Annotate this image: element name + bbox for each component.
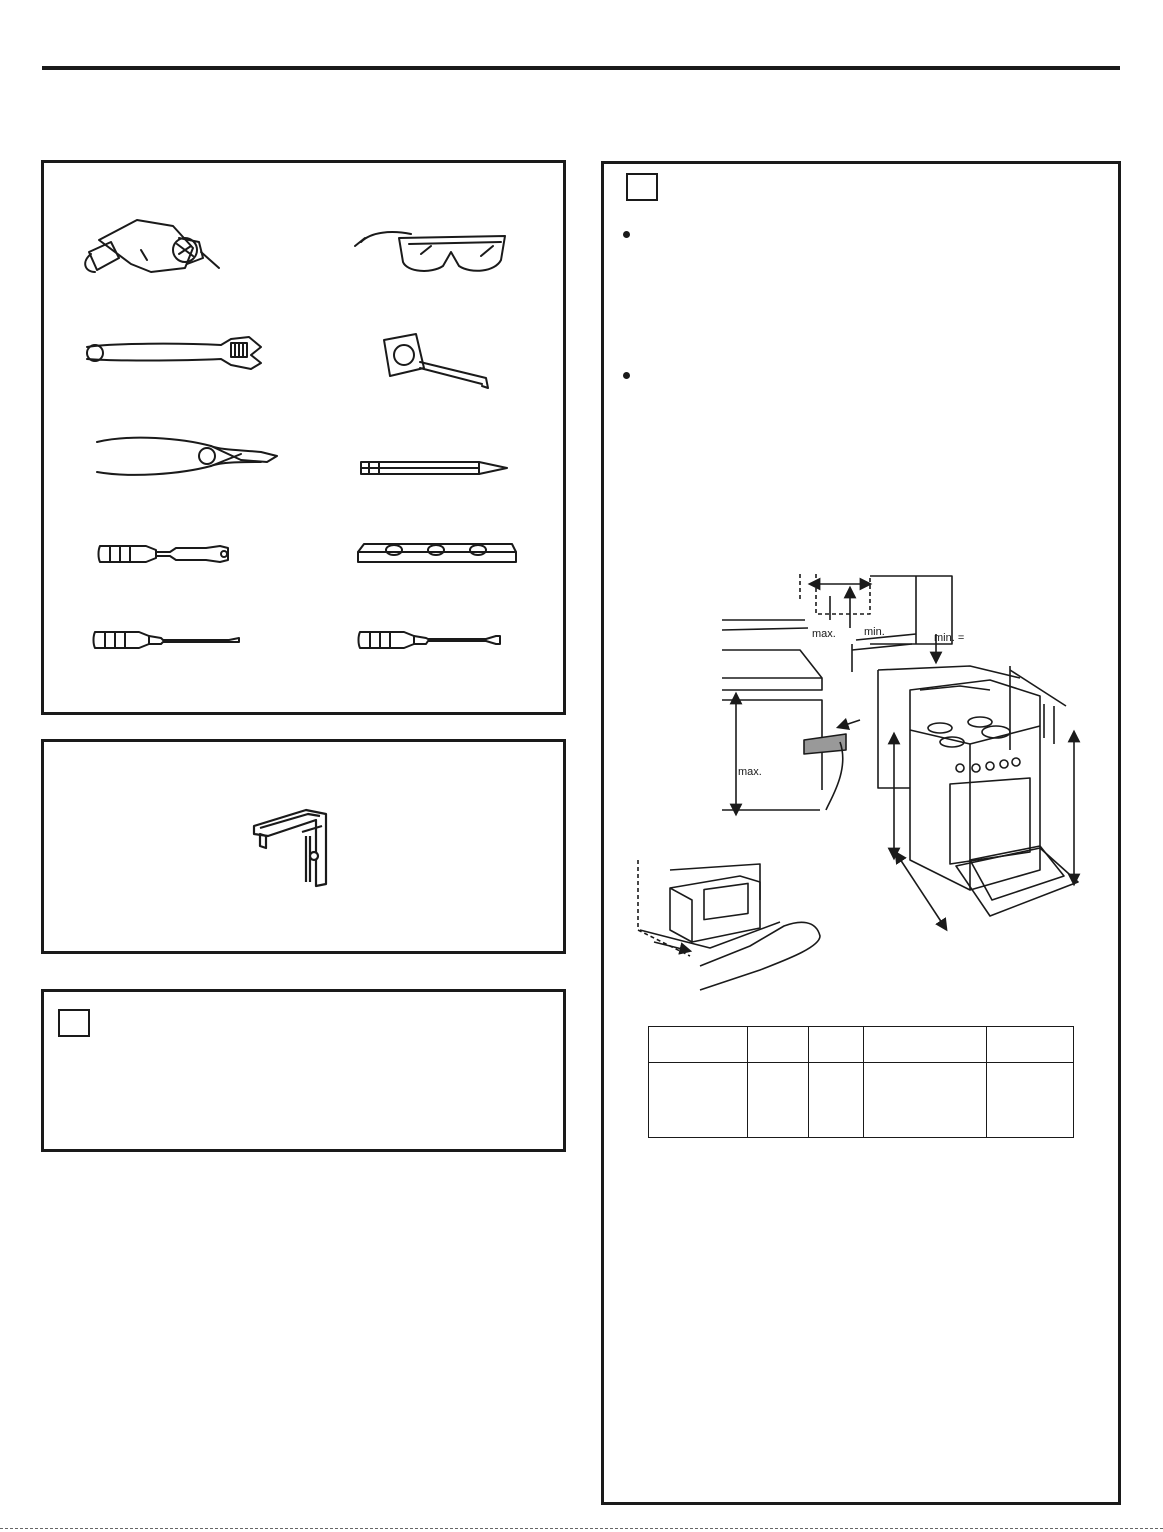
dimension-label-max-lower: max. — [738, 766, 762, 778]
table-cell — [809, 1063, 864, 1138]
dimension-table — [648, 1026, 1074, 1138]
bullet — [623, 231, 630, 238]
tools-illustrations — [41, 160, 566, 715]
table-cell — [649, 1027, 748, 1063]
step-number-square — [626, 173, 658, 201]
table-cell — [809, 1027, 864, 1063]
bullet — [623, 372, 630, 379]
anti-tip-bracket-icon — [246, 806, 336, 888]
pencil-icon — [361, 462, 507, 474]
step-number-square — [58, 1009, 90, 1037]
phillips-screwdriver-icon — [94, 632, 240, 648]
top-rule — [42, 66, 1120, 70]
dimension-label-min-right: min. = — [934, 632, 965, 644]
table-cell — [748, 1027, 809, 1063]
tape-measure-icon — [384, 334, 488, 388]
dimension-label-min: min. — [864, 626, 885, 638]
table-cell — [649, 1063, 748, 1138]
table-row — [649, 1063, 1074, 1138]
table-cell — [987, 1027, 1074, 1063]
table-cell — [987, 1063, 1074, 1138]
pliers-icon — [97, 438, 277, 475]
table-cell — [864, 1063, 987, 1138]
range-clearance-diagram — [630, 570, 1090, 1000]
safety-glasses-icon — [355, 232, 505, 271]
bottom-rule — [0, 1528, 1163, 1529]
table-header-row — [649, 1027, 1074, 1063]
adjustable-wrench-icon — [87, 337, 261, 369]
drill-icon — [85, 220, 219, 272]
flat-screwdriver-icon — [359, 632, 501, 648]
table-cell — [864, 1027, 987, 1063]
level-icon — [358, 544, 516, 562]
table-cell — [748, 1063, 809, 1138]
dimension-label-max: max. — [812, 628, 836, 640]
step-box — [41, 989, 566, 1152]
nut-driver-icon — [99, 546, 229, 562]
